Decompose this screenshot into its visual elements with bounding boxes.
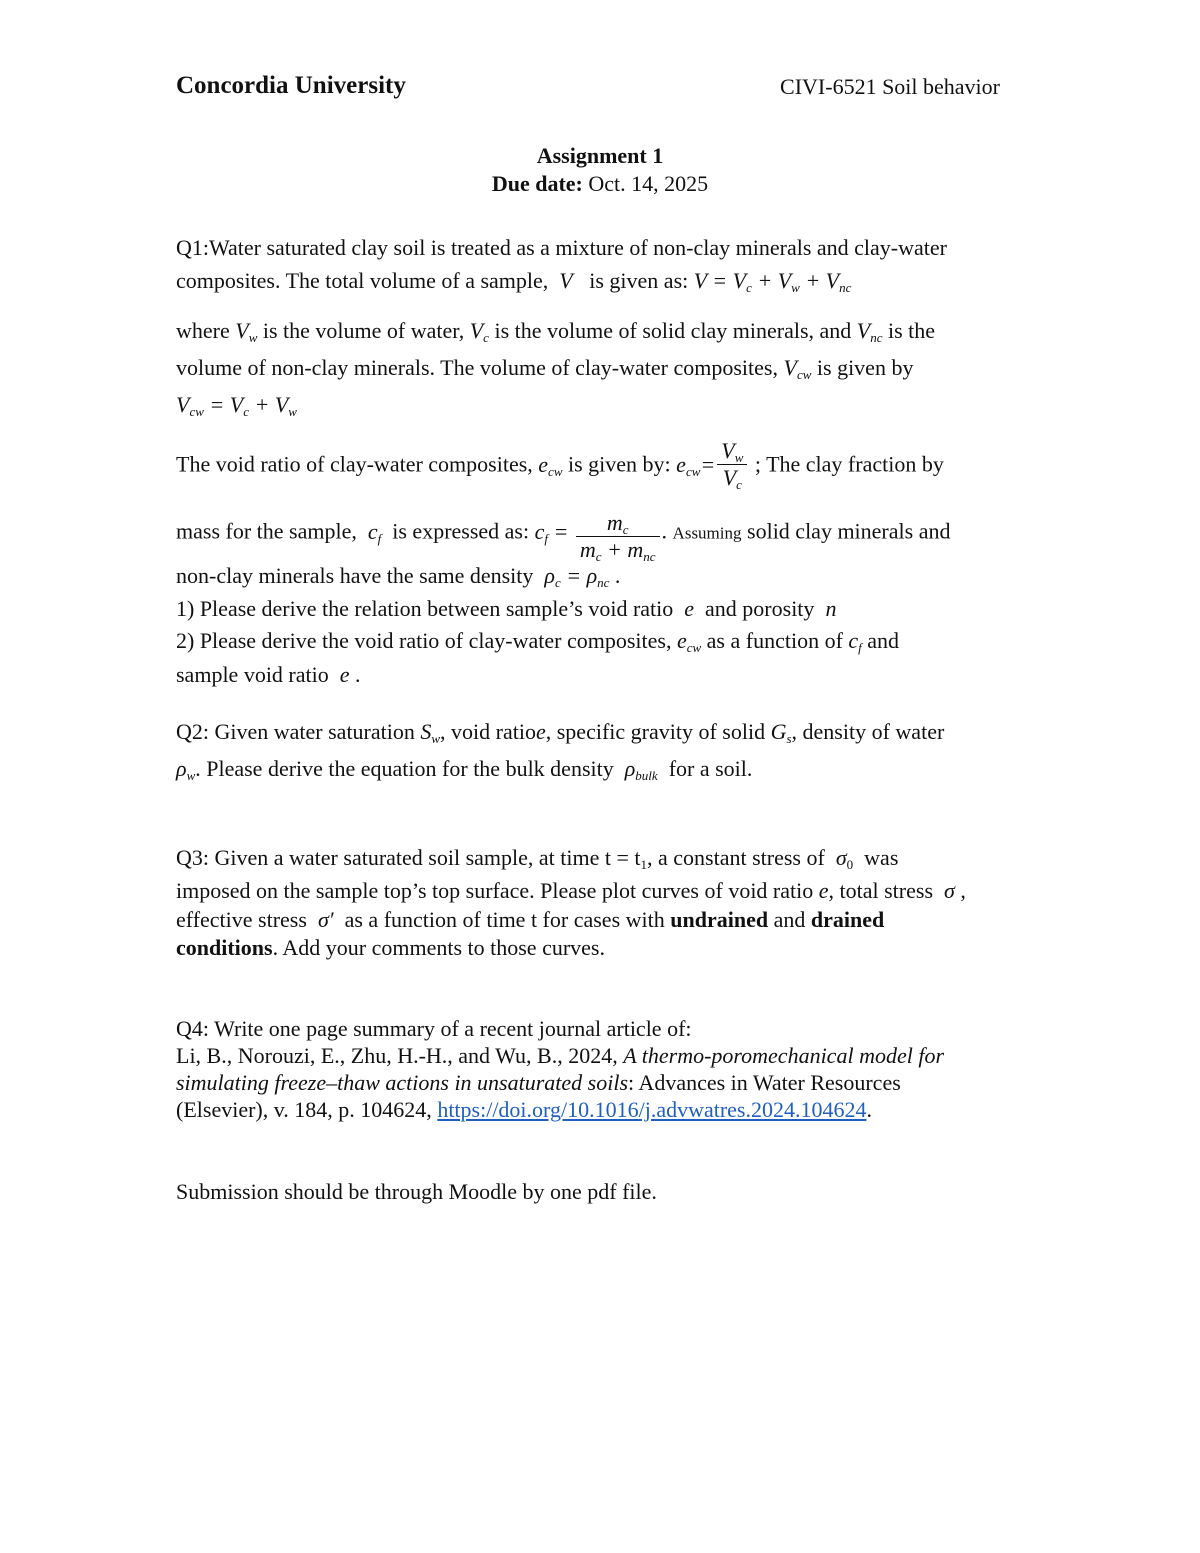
q1-sub2-c: and: [867, 628, 900, 653]
q1-line3-b: is the volume of water,: [262, 318, 465, 343]
sym-rhow: $\rho_w$: [176, 756, 196, 783]
q1-line8: non-clay minerals have the same density $\rho_c = \rho_{nc}$ .: [176, 563, 621, 590]
sym-n: n: [819, 596, 837, 621]
q3-line3-a: effective stress: [176, 907, 307, 932]
sym-vcw: $V_{cw}$: [783, 355, 812, 382]
q1-line6-b: is given by:: [568, 451, 671, 477]
q4-line4-a: (Elsevier), v. 184, p. 104624,: [176, 1097, 432, 1122]
q3-line4-text: . Add your comments to those curves.: [272, 935, 605, 960]
sym-rhobulk: $\rho_{bulk}$: [619, 756, 658, 783]
q1-line8-text: non-clay minerals have the same density: [176, 563, 534, 588]
q3-line4: [176, 934, 605, 962]
q3-line2-b: , total stress: [828, 878, 934, 903]
university-name: Concordia University: [176, 72, 406, 99]
sym-cf-2: $c_f$: [848, 628, 862, 655]
q3-drained: drained: [810, 907, 885, 932]
q1-line7-b: is expressed as:: [392, 518, 530, 544]
q1-sub2-line2-text: sample void ratio: [176, 662, 329, 687]
q4-line3-b: : Advances in Water Resources: [628, 1070, 901, 1095]
due-date: [0, 171, 1200, 197]
q1-line6: [176, 440, 944, 493]
q1-sub2-text: 2) Please derive the void ratio of clay-water composites,: [176, 628, 672, 653]
q1-line3-d: is the: [888, 318, 936, 343]
q1-line4: [176, 354, 913, 382]
q3-line3-c: and: [773, 907, 806, 932]
q1-sub1-text: 1) Please derive the relation between sample’s void ratio: [176, 596, 674, 621]
q1-sub2-b: as a function of: [706, 628, 843, 653]
q1-line2: [176, 267, 851, 295]
q3-line1-a: Q3: Given a water saturated soil sample, at time t = t: [176, 845, 641, 870]
q2-line1: [176, 718, 944, 746]
q1-sub1: [176, 595, 836, 623]
q1-line3-a: where: [176, 318, 230, 343]
sym-e: e: [678, 596, 700, 621]
sym-vw: $V_w$: [235, 318, 258, 345]
sym-vnc: $V_{nc}$: [856, 318, 883, 345]
q1-line4-text: volume of non-clay minerals. The volume of clay-water composites,: [176, 355, 778, 380]
q2-a: Q2: Given water saturation: [176, 719, 415, 744]
q1-line7-d: solid clay minerals and: [747, 518, 951, 544]
course-code: CIVI-6521 Soil behavior: [780, 74, 1000, 99]
q4-title-part2: simulating freeze–thaw actions in unsaturated soils: [176, 1070, 629, 1095]
sym-e-q3: e: [818, 878, 829, 903]
q3-line3: [176, 906, 884, 934]
q3-line2: imposed on the sample top’s top surface. Please plot curves of void ratio e, total stress σ ,: [176, 878, 966, 903]
q4-title-part1: A thermo-poromechanical model for: [623, 1043, 945, 1068]
q1-sub2-line2: sample void ratio e .: [176, 662, 361, 687]
submission-note: Submission should be through Moodle by one pdf file.: [176, 1179, 657, 1204]
q1-line7: mass for the sample, $c_f$ is expressed as: $c_f$ = $\frac{m_c}{m_c + m_{nc}}$ . Assuming solid clay minerals and: [176, 510, 951, 564]
eq-cf: $c_f$ = $\frac{m_c}{m_c + m_{nc}}$: [535, 519, 662, 544]
doi-link[interactable]: https://doi.org/10.1016/j.advwatres.2024.104624: [437, 1097, 867, 1122]
eq-total-volume: $V = V_c + V_w + V_{nc}$: [693, 268, 852, 295]
eq-v: V: [553, 268, 584, 293]
q1-line6-a: The void ratio of clay-water composites,: [176, 451, 533, 477]
sym-e-2: e: [334, 662, 350, 687]
q3-line1-c: was: [864, 845, 899, 870]
q3-line1-b: , a constant stress of: [647, 845, 825, 870]
q2-c: , specific gravity of solid: [545, 719, 766, 744]
q4-line4: [176, 1096, 872, 1124]
sym-vc: $V_c$: [469, 318, 489, 345]
sym-ecw: $e_{cw}$: [538, 451, 563, 479]
q1-line7-assuming: Assuming: [672, 523, 742, 543]
q3-undrained: undrained: [670, 907, 769, 932]
q1-line4-end: is given by: [816, 355, 914, 380]
q1-line7-a: mass for the sample,: [176, 518, 357, 544]
q4-line1: Q4: Write one page summary of a recent journal article of:: [176, 1016, 692, 1041]
sym-sigma: σ: [938, 878, 955, 903]
due-label: Due date:: [491, 171, 583, 196]
q1-sub2: [176, 627, 899, 655]
due-value: Oct. 14, 2025: [588, 171, 709, 196]
assignment-title: Assignment 1: [536, 143, 664, 168]
sym-sigma-prime: σ′: [312, 907, 340, 932]
q3-line1: [176, 844, 898, 872]
eq-vcw: $V_{cw} = V_c + V_w$: [176, 392, 297, 419]
q4-line2-a: Li, B., Norouzi, E., Zhu, H.-H., and Wu, B., 2024,: [176, 1043, 618, 1068]
q1-sub1-b: and porosity: [705, 596, 815, 621]
q4-line4-end: .: [866, 1097, 872, 1122]
q1-line2-mid: is given as:: [589, 268, 689, 293]
q1-line3: [176, 317, 935, 345]
q1-line2-text: composites. The total volume of a sample,: [176, 268, 549, 293]
sym-gs: $G_s$: [770, 719, 792, 746]
q4-line2: [176, 1042, 944, 1070]
q1-line1: Q1:Water saturated clay soil is treated as a mixture of non-clay minerals and clay-water: [176, 235, 947, 260]
sym-ecw-2: $e_{cw}$: [676, 628, 702, 655]
q2-d: , density of water: [791, 719, 945, 744]
q3-line1-sub: 1: [640, 857, 648, 872]
q4-line3: [176, 1069, 901, 1097]
q2-line2: [176, 755, 752, 783]
eq-ecw: $e_{cw}=$ $\frac{V_w}{V_c}$: [676, 452, 749, 477]
q2-b: , void ratio: [440, 719, 536, 744]
q3-line2-text: imposed on the sample top’s top surface. Please plot curves of void ratio: [176, 878, 814, 903]
sym-sigma0: $\sigma_0$: [830, 845, 854, 872]
q3-conditions: conditions: [176, 935, 273, 960]
q1-line6-c: ; The clay fraction by: [754, 451, 944, 477]
sym-sw: $S_w$: [420, 719, 441, 746]
eq-density: $\rho_c = \rho_{nc}$: [538, 563, 610, 590]
q2-e: . Please derive the equation for the bulk density: [195, 756, 614, 781]
q1-line3-c: is the volume of solid clay minerals, and: [494, 318, 852, 343]
sym-e-q2: e: [535, 719, 546, 744]
q2-f: for a soil.: [668, 756, 753, 781]
q3-line3-b: as a function of time t for cases with: [344, 907, 665, 932]
sym-cf: $c_f$: [362, 518, 382, 546]
